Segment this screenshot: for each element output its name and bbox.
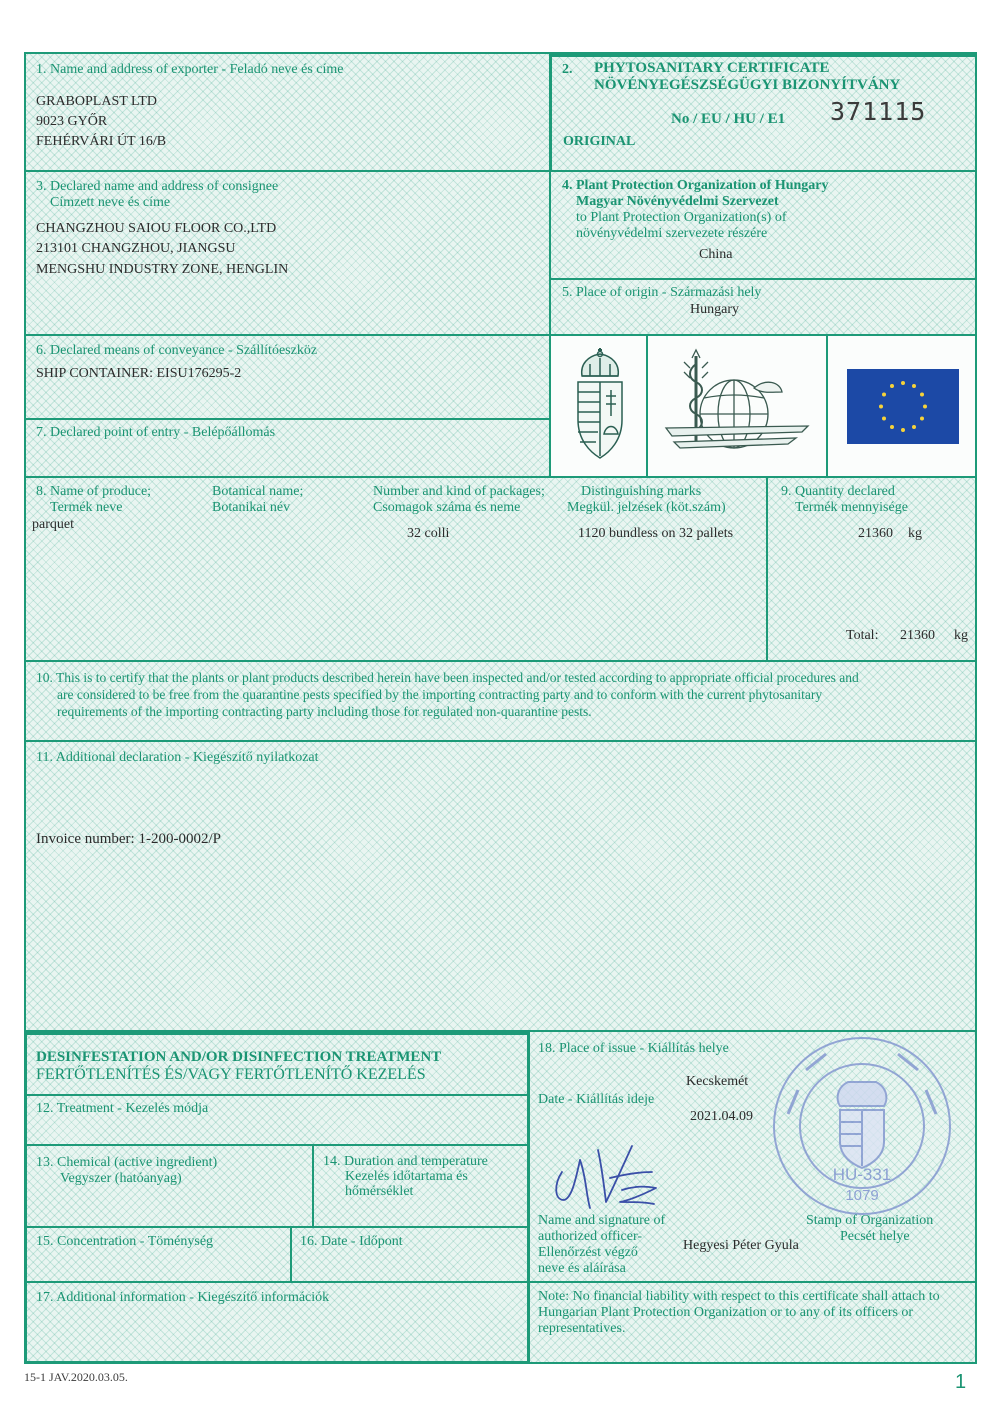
consignee-label-hu: Címzett neve és címe [50, 195, 171, 210]
ppo-destination-en: to Plant Protection Organization(s) of [576, 210, 787, 225]
certificate-title-hu: NÖVÉNYEGÉSZSÉGÜGYI BIZONYÍTVÁNY [594, 77, 901, 93]
eu-flag-icon [847, 369, 959, 444]
form-code: 15-1 JAV.2020.03.05. [24, 1370, 128, 1384]
stamp-code: HU-331 [832, 1165, 892, 1184]
produce-value: parquet [32, 517, 74, 532]
certificate-title-en: PHYTOSANITARY CERTIFICATE [594, 60, 830, 76]
issue-date-label: Date - Kiállítás ideje [538, 1092, 655, 1107]
certification-line-3: requirements of the importing contracting party including those for regulated non-quarantine pests. [57, 704, 592, 719]
additional-declaration-label: 11. Additional declaration - Kiegészítő nyilatkozat [36, 750, 319, 765]
exporter-street: FEHÉRVÁRI ÚT 16/B [36, 134, 167, 149]
liability-note-2: Hungarian Plant Protection Organization or to any of its officers or [538, 1305, 914, 1320]
conveyance-label: 6. Declared means of conveyance - Szállítóeszköz [36, 343, 318, 358]
officer-signature-icon [540, 1138, 670, 1216]
exporter-postcode-city: 9023 GYŐR [36, 114, 108, 129]
exporter-label: 1. Name and address of exporter - Feladó neve és címe [36, 62, 344, 77]
box2-number: 2. [562, 62, 573, 77]
place-of-issue-value: Kecskemét [686, 1074, 749, 1089]
treatment-heading-hu: FERTŐTLENÍTÉS ÉS/VAGY FERTŐTLENÍTŐ KEZELÉS [36, 1066, 426, 1083]
treatment-heading-en: DESINFESTATION AND/OR DISINFECTION TREATMENT [36, 1049, 442, 1065]
hungarian-coat-of-arms-icon [566, 346, 634, 464]
organization-stamp-icon [766, 1030, 958, 1222]
treatment-date-label: 16. Date - Időpont [300, 1234, 403, 1249]
ppo-hungary-en: 4. Plant Protection Organization of Hungary [562, 178, 829, 193]
issue-date-value: 2021.04.09 [690, 1109, 753, 1124]
marks-label-en: Distinguishing marks [581, 484, 702, 499]
produce-label-en: 8. Name of produce; [36, 484, 152, 499]
certification-line-2: are considered to be free from the quarantine pests specified by the importing contracting party and to conform with the current phytosanitary [57, 687, 823, 702]
origin-label: 5. Place of origin - Származási hely [562, 285, 762, 300]
signature-label-3: Ellenőrzést végző [538, 1245, 638, 1260]
quantity-label-hu: Termék mennyisége [795, 500, 908, 515]
place-of-issue-label: 18. Place of issue - Kiállítás helye [538, 1041, 729, 1056]
consignee-name: CHANGZHOU SAIOU FLOOR CO.,LTD [36, 221, 277, 236]
marks-value: 1120 bundless on 32 pallets [578, 526, 734, 541]
certification-statement [36, 669, 972, 720]
liability-note-3: representatives. [538, 1321, 626, 1336]
treatment-label: 12. Treatment - Kezelés módja [36, 1101, 209, 1116]
quantity-value: 21360 [858, 526, 893, 541]
duration-label-3: hőmérséklet [345, 1184, 414, 1199]
botanical-label-hu: Botanikai név [212, 500, 291, 515]
signature-label-4: neve és aláírása [538, 1261, 626, 1276]
certificate-serial-number: 371115 [830, 97, 927, 126]
total-unit: kg [954, 628, 968, 643]
concentration-label: 15. Concentration - Töménység [36, 1234, 214, 1249]
entry-point-label: 7. Declared point of entry - Belépőállomás [36, 425, 276, 440]
certificate-number-label: No / EU / HU / E1 [671, 111, 786, 127]
stamp-label-hu: Pecsét helye [840, 1229, 910, 1244]
produce-label-hu: Termék neve [50, 500, 123, 515]
duration-label-2: Kezelés időtartama és [345, 1169, 468, 1184]
stamp-number: 1079 [845, 1187, 879, 1204]
page-number: 1 [955, 1371, 967, 1393]
conveyance-value: SHIP CONTAINER: EISU176295-2 [36, 366, 242, 381]
signature-label-1: Name and signature of [538, 1213, 666, 1228]
total-value: 21360 [900, 628, 935, 643]
consignee-zone: MENGSHU INDUSTRY ZONE, HENGLIN [36, 262, 289, 277]
packages-label-hu: Csomagok száma és neme [373, 500, 521, 515]
quantity-unit: kg [908, 526, 922, 541]
consignee-city: 213101 CHANGZHOU, JIANGSU [36, 241, 236, 256]
packages-value: 32 colli [407, 526, 450, 541]
destination-country: China [699, 247, 733, 262]
original-marker: ORIGINAL [563, 134, 636, 149]
exporter-name: GRABOPLAST LTD [36, 94, 157, 109]
packages-label-en: Number and kind of packages; [373, 484, 545, 499]
marks-label-hu: Megkül. jelzések (köt.szám) [567, 500, 726, 515]
liability-note-1: Note: No financial liability with respect to this certificate shall attach to [538, 1289, 940, 1304]
origin-country: Hungary [690, 302, 739, 317]
ppo-destination-hu: növényvédelmi szervezete részére [576, 226, 768, 241]
duration-label-1: 14. Duration and temperature [323, 1154, 488, 1169]
consignee-label-en: 3. Declared name and address of consignee [36, 179, 279, 194]
invoice-number: Invoice number: 1-200-0002/P [36, 831, 221, 847]
botanical-label-en: Botanical name; [212, 484, 304, 499]
certification-line-1: 10. This is to certify that the plants or plant products described herein have been inspected and/or tested according to appropriate official procedures and [36, 670, 859, 685]
plant-protection-emblem-icon [662, 348, 812, 466]
chemical-label-en: 13. Chemical (active ingredient) [36, 1155, 218, 1170]
quantity-label-en: 9. Quantity declared [781, 484, 895, 499]
total-label: Total: [846, 628, 879, 643]
signature-label-2: authorized officer- [538, 1229, 643, 1244]
additional-information-label: 17. Additional information - Kiegészítő információk [36, 1290, 330, 1305]
officer-name: Hegyesi Péter Gyula [683, 1238, 799, 1253]
stamp-label-en: Stamp of Organization [806, 1213, 934, 1228]
chemical-label-hu: Vegyszer (hatóanyag) [60, 1171, 182, 1186]
ppo-hungary-hu: Magyar Növényvédelmi Szervezet [576, 194, 779, 209]
